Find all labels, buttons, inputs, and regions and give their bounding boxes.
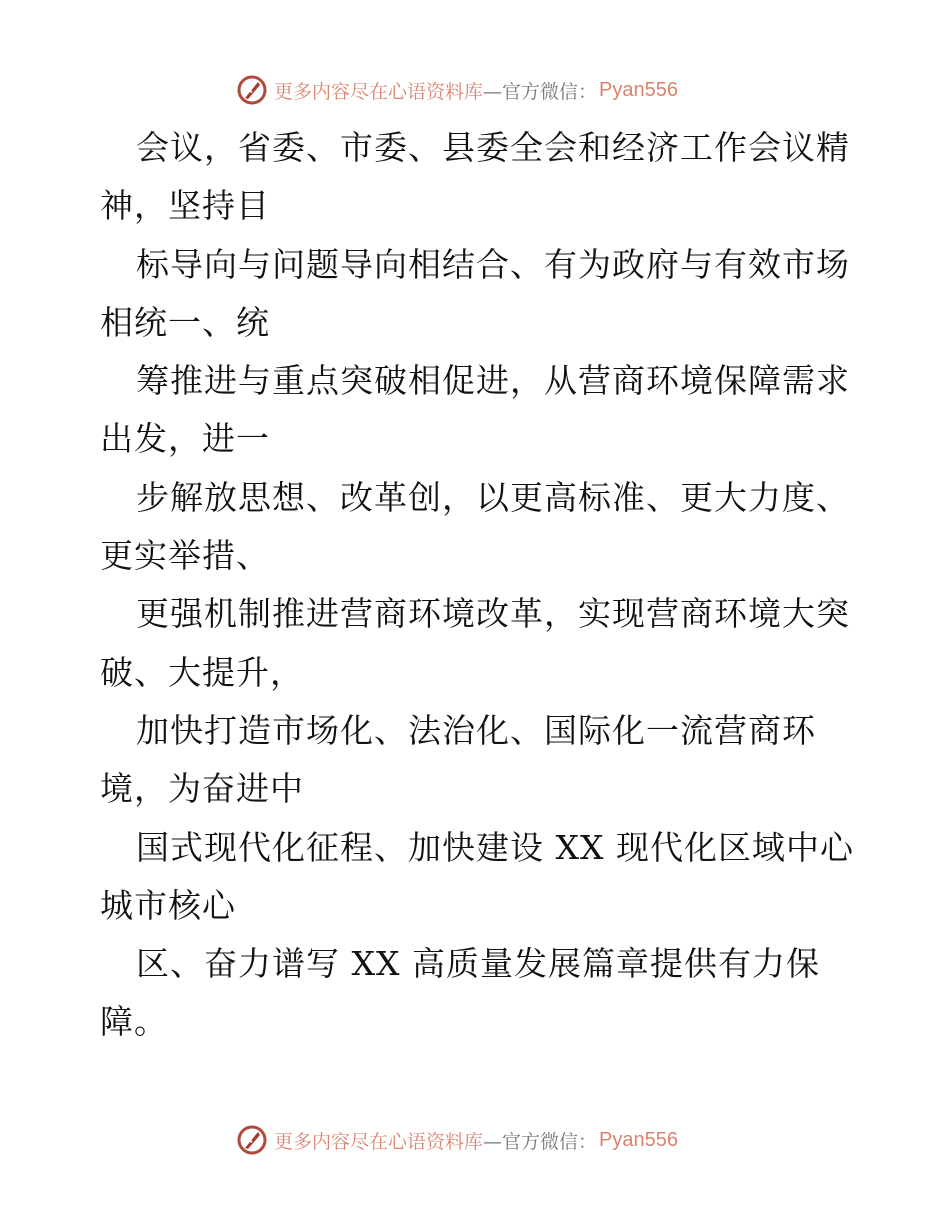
- text-line: 破、大提升，: [100, 652, 304, 692]
- text-line: 障。: [100, 1002, 168, 1042]
- quill-logo-icon: [236, 1124, 268, 1156]
- text-line: 相统一、统: [100, 302, 270, 342]
- text-line: 加快打造市场化、法治化、国际化一流营商环: [136, 710, 816, 750]
- banner-wechat-label: —官方微信：: [483, 1130, 598, 1153]
- text-line: 区、奋力谱写 XX 高质量发展篇章提供有力保: [136, 944, 820, 984]
- text-line: 标导向与问题导向相结合、有为政府与有效市场: [136, 244, 850, 284]
- text-line: 城市核心: [100, 885, 236, 925]
- text-line: 更强机制推进营商环境改革，实现营商环境大突: [136, 594, 850, 634]
- header-banner: [236, 72, 678, 108]
- text-line: 出发，进一: [100, 419, 270, 459]
- text-line: 更实举措、: [100, 536, 270, 576]
- footer-banner: [236, 1122, 678, 1158]
- document-body: [100, 119, 880, 1052]
- text-line: 会议，省委、市委、县委全会和经济工作会议精: [136, 128, 850, 167]
- banner-wechat-label: —官方微信：: [483, 80, 598, 103]
- banner-wechat-id: Pyan556: [599, 78, 678, 101]
- banner-text: 更多内容尽在心语资料库: [274, 80, 484, 103]
- text-line: 步解放思想、改革创，以更高标准、更大力度、: [136, 477, 850, 517]
- text-line: 境，为奋进中: [100, 769, 304, 809]
- quill-logo-icon: [236, 74, 268, 106]
- text-line: 筹推进与重点突破相促进，从营商环境保障需求: [136, 361, 850, 401]
- banner-wechat-id: Pyan556: [599, 1128, 678, 1151]
- text-line: 国式现代化征程、加快建设 XX 现代化区域中心: [136, 827, 854, 867]
- banner-text: 更多内容尽在心语资料库: [274, 1130, 484, 1153]
- text-line: 神，坚持目: [100, 186, 270, 226]
